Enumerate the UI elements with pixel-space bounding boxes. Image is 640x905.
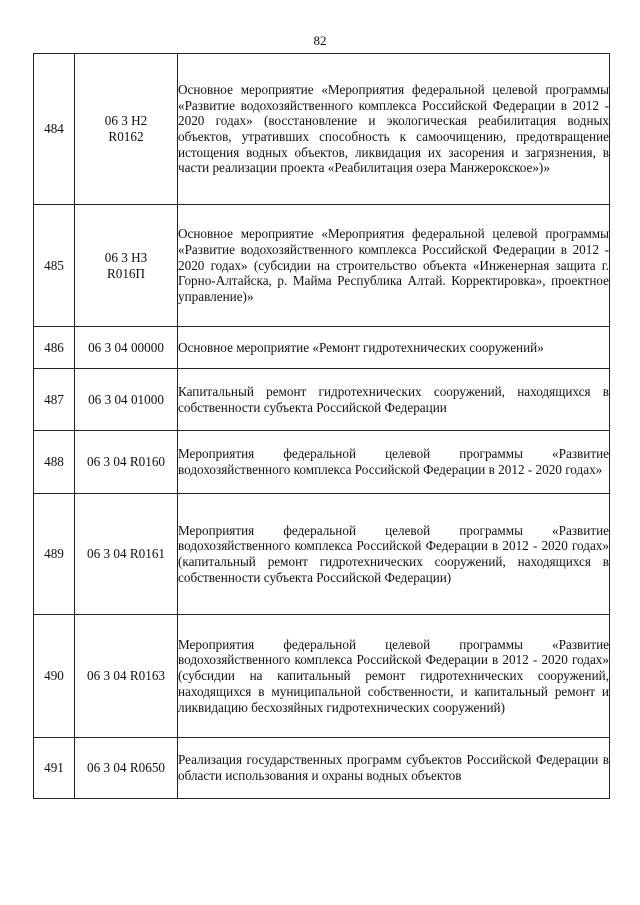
budget-code-line: R0162: [108, 129, 144, 144]
row-number: 491: [34, 738, 75, 799]
budget-code-line: R016П: [106, 265, 146, 281]
row-description: Капитальный ремонт гидротехнических сооружений, находящихся в собственности субъекта Российской Федерации: [178, 369, 610, 431]
budget-code-line: 06 3 Н2: [104, 113, 148, 129]
row-description: Реализация государственных программ субъектов Российской Федерации в области использования и охраны водных объектов: [178, 738, 610, 799]
page-number: 82: [313, 33, 327, 48]
budget-code: 06 3 04 R0161: [75, 494, 178, 615]
row-description: Мероприятия федеральной целевой программы «Развитие водохозяйственного комплекса Российской Федерации в 2012 - 2020 годах»: [178, 431, 610, 494]
row-number: 485: [34, 205, 75, 327]
table-row: [34, 327, 610, 369]
budget-code-line: 06 3 Н3: [104, 249, 148, 265]
table-row: [34, 205, 610, 327]
row-number: 486: [34, 327, 75, 369]
table-row: [34, 431, 610, 494]
row-description: Основное мероприятие «Ремонт гидротехнических сооружений»: [178, 327, 610, 369]
budget-code: 06 3 04 01000: [75, 369, 178, 431]
budget-code: 06 3 04 R0650: [75, 738, 178, 799]
table-row: [34, 54, 610, 205]
table-row: [34, 494, 610, 615]
row-description: Мероприятия федеральной целевой программы «Развитие водохозяйственного комплекса Российской Федерации в 2012 - 2020 годах» (субсидии на капитальный ремонт гидротехнических сооружений, находящихся в муниципальной собственности, и капитальный ремонт и ликвидацию бесхозяйных гидротехнических сооружений): [178, 615, 610, 738]
row-description: Мероприятия федеральной целевой программы «Развитие водохозяйственного комплекса Российской Федерации в 2012 - 2020 годах» (капитальный ремонт гидротехнических сооружений, находящихся в собственности субъекта Российской Федерации): [178, 494, 610, 615]
budget-code: 06 3 04 R0163: [75, 615, 178, 738]
row-description: Основное мероприятие «Мероприятия федеральной целевой программы «Развитие водохозяйственного комплекса Российской Федерации в 2012 - 2020 годах» (субсидии на строительство объекта «Инженерная защита г. Горно-Алтайска, р. Майма Республика Алтай. Корректировка», проектное управление)»: [178, 205, 610, 327]
budget-code: 06 3 04 00000: [75, 327, 178, 369]
row-number: 487: [34, 369, 75, 431]
row-description: Основное мероприятие «Мероприятия федеральной целевой программы «Развитие водохозяйственного комплекса Российской Федерации в 2012 - 2020 годах» (восстановление и экологическая реабилитация водных объектов, утративших способность к самоочищению, предотвращение истощения водных объектов, ликвидация их засорения и загрязнения, в части реализации проекта «Реабилитация озера Манжерокское»)»: [178, 54, 610, 205]
table-row: [34, 738, 610, 799]
row-number: 488: [34, 431, 75, 494]
table-row: [34, 615, 610, 738]
row-number: 490: [34, 615, 75, 738]
row-number: 484: [34, 54, 75, 205]
row-number: 489: [34, 494, 75, 615]
classification-table: [33, 53, 610, 799]
budget-code: 06 3 04 R0160: [75, 431, 178, 494]
budget-code: [75, 205, 178, 327]
table-row: [34, 369, 610, 431]
budget-code: [75, 54, 178, 205]
